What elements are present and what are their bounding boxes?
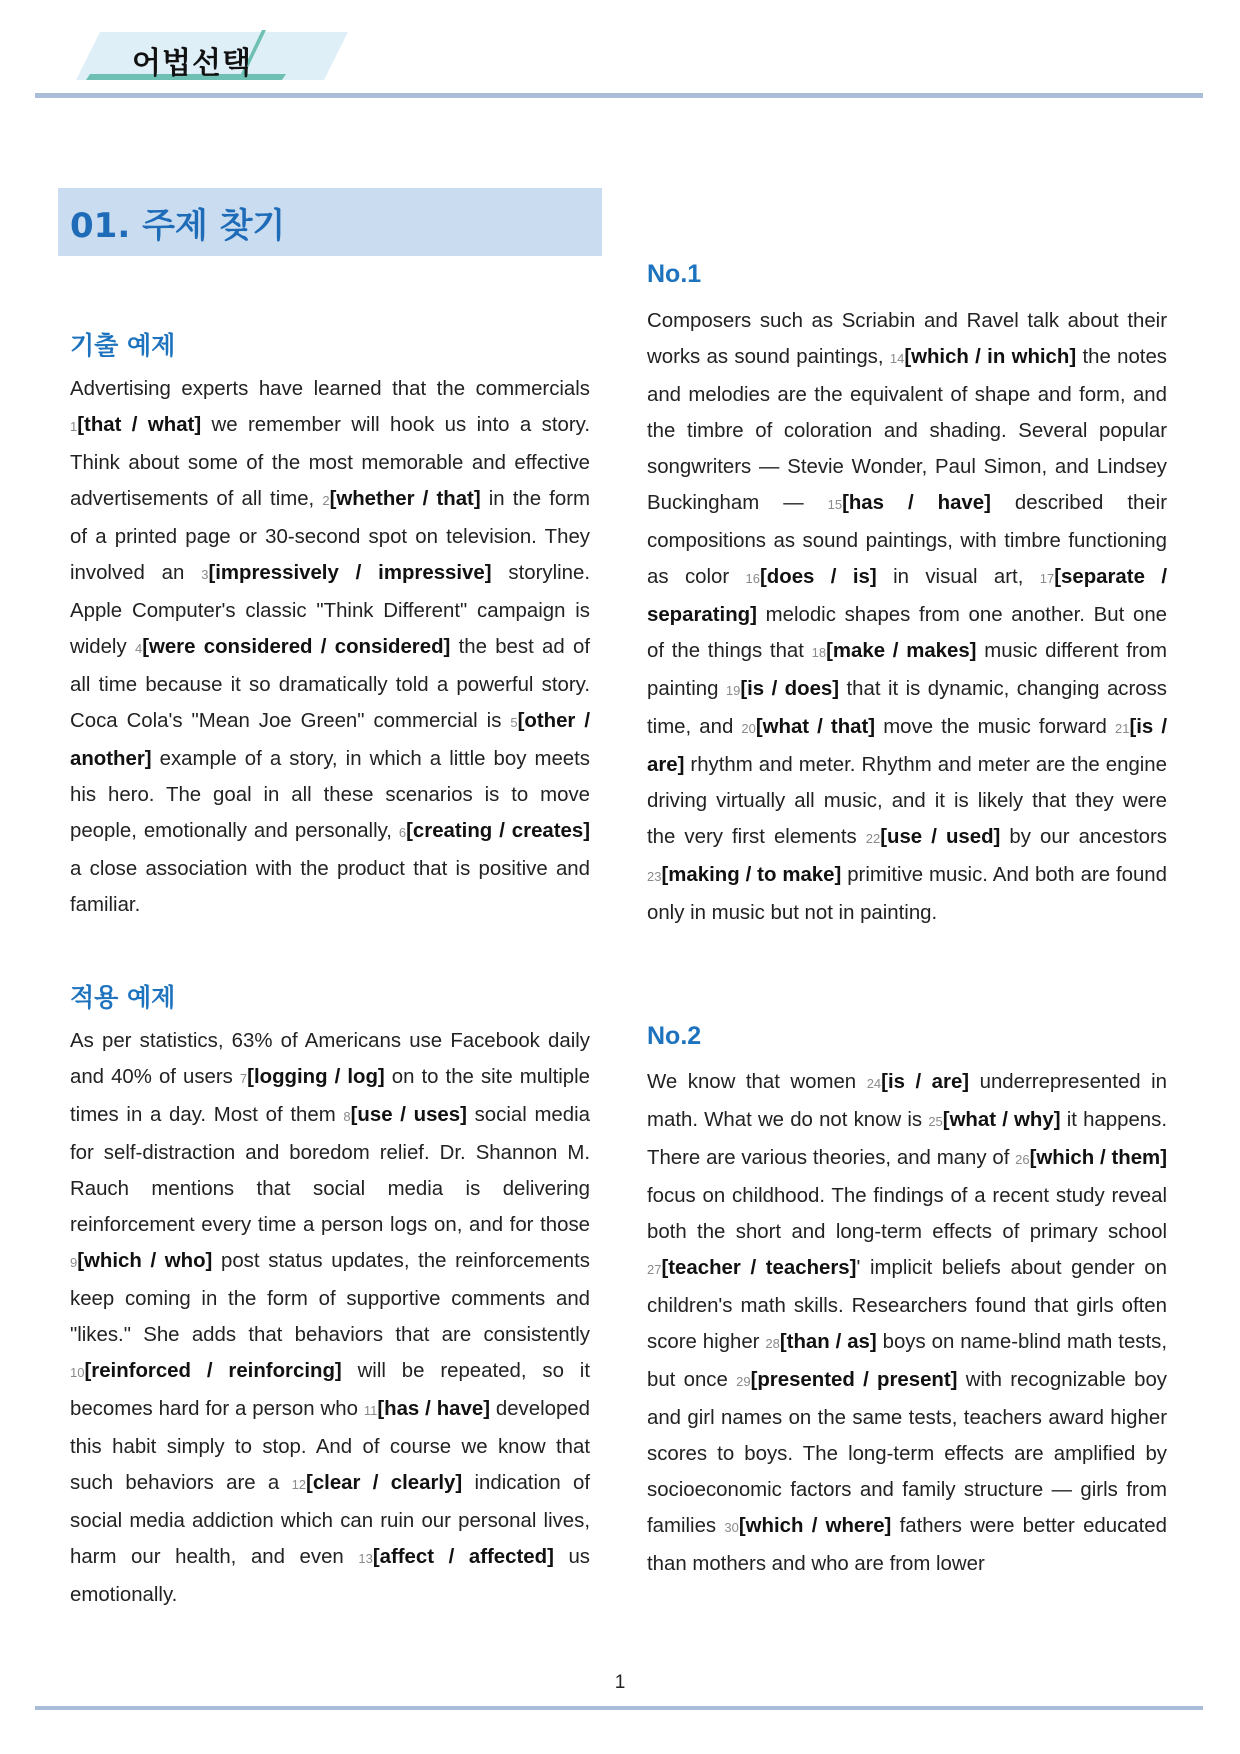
question-number: 18 bbox=[811, 645, 827, 660]
passage-text: social media for self-distraction and boredom relief. Dr. Shannon M. Rauch mentions that social media is delivering reinforcement every time a person logs on, and for those bbox=[70, 1104, 590, 1236]
question-number: 24 bbox=[866, 1076, 882, 1091]
grammar-choice: [what / that] bbox=[755, 716, 876, 738]
passage-text: move the music forward bbox=[875, 716, 1115, 738]
passage-text: will be repeated, so it becomes hard for a person who bbox=[70, 1360, 590, 1420]
grammar-choice: [presented / present] bbox=[750, 1369, 958, 1391]
passage-text: on to the site multiple times in a day. Most of them bbox=[70, 1066, 590, 1126]
left-heading-1: 기출 예제 bbox=[70, 331, 176, 360]
passage-text: in the form of a printed page or 30-second spot on television. They involved an bbox=[70, 488, 590, 584]
grammar-choice: [making / to make] bbox=[661, 864, 842, 886]
passage-text: the best ad of all time because it so dramatically told a powerful story. Coca Cola's "Mean Joe Green" commercial is bbox=[70, 636, 590, 732]
question-number: 12 bbox=[291, 1477, 307, 1492]
grammar-choice: [which / where] bbox=[738, 1515, 892, 1537]
passage-text: by our ancestors bbox=[1000, 826, 1167, 848]
question-number: 17 bbox=[1039, 571, 1055, 586]
grammar-choice: [affect / affected] bbox=[372, 1546, 554, 1568]
left-passage-1 bbox=[70, 371, 590, 923]
grammar-choice: [has / have] bbox=[842, 492, 991, 514]
grammar-choice: [that / what] bbox=[77, 414, 202, 436]
passage-text: described their compositions as sound paintings, with timbre functioning as color bbox=[647, 492, 1167, 588]
grammar-choice: [reinforced / reinforcing] bbox=[84, 1360, 342, 1382]
question-number: 21 bbox=[1114, 721, 1130, 736]
grammar-choice: [is / does] bbox=[740, 678, 840, 700]
grammar-choice: [use / uses] bbox=[350, 1104, 467, 1126]
passage-text: music different from painting bbox=[647, 640, 1167, 700]
grammar-choice: [has / have] bbox=[377, 1398, 490, 1420]
passage-text: fathers were better educated than mothers and who are from lower bbox=[647, 1515, 1167, 1575]
question-number: 16 bbox=[745, 571, 761, 586]
grammar-choice: [impressively / impressive] bbox=[208, 562, 492, 584]
grammar-choice: [logging / log] bbox=[247, 1066, 385, 1088]
question-number: 29 bbox=[736, 1374, 751, 1389]
question-number: 25 bbox=[928, 1114, 943, 1129]
footer-rule bbox=[35, 1706, 1203, 1710]
question-number: 11 bbox=[363, 1403, 378, 1418]
right-passage-1 bbox=[647, 303, 1167, 931]
passage-text: with recognizable boy and girl names on the same tests, teachers award higher scores to boys. The long-term effects are amplified by socioeconomic factors and family structure — girls from families bbox=[647, 1369, 1167, 1537]
question-number: 19 bbox=[725, 683, 741, 698]
passage-text: We know that women bbox=[647, 1071, 867, 1093]
question-number: 7 bbox=[239, 1071, 248, 1086]
grammar-choice: [which / who] bbox=[77, 1250, 213, 1272]
question-number: 14 bbox=[889, 351, 905, 366]
passage-text: underrepresented in math. What we do not know is bbox=[647, 1071, 1167, 1131]
question-number: 2 bbox=[322, 493, 330, 508]
passage-text: us emotionally. bbox=[70, 1546, 591, 1606]
passage-text: that it is dynamic, changing across time, and bbox=[647, 678, 1168, 738]
passage-text: developed this habit simply to stop. And of course we know that such behaviors are a bbox=[70, 1398, 590, 1494]
grammar-choice: [separate / separating] bbox=[647, 566, 1167, 626]
passage-text: the notes and melodies are the equivalent of shape and form, and the timbre of coloration and shading. Several popular songwriters — Stevie Wonder, Paul Simon, and Lindsey Buckingham — bbox=[647, 346, 1167, 514]
passage-text: Advertising experts have learned that the commercials bbox=[70, 378, 590, 400]
passage-text: example of a story, in which a little boy meets his hero. The goal in all these scenarios is to move people, emotionally and personally, bbox=[70, 748, 590, 842]
question-number: 23 bbox=[647, 869, 662, 884]
question-number: 3 bbox=[201, 567, 209, 582]
grammar-choice: [make / makes] bbox=[826, 640, 977, 662]
grammar-choice: [does / is] bbox=[760, 566, 877, 588]
question-number: 13 bbox=[358, 1551, 373, 1566]
passage-text: indication of social media addiction which can ruin our personal lives, harm our health, and even bbox=[70, 1472, 590, 1568]
question-number: 20 bbox=[741, 721, 756, 736]
header-rule bbox=[35, 93, 1203, 98]
grammar-choice: [which / in which] bbox=[904, 346, 1077, 368]
header-title: 어법선택 bbox=[132, 46, 252, 81]
left-heading-2: 적용 예제 bbox=[70, 983, 176, 1012]
passage-text: a close association with the product that is positive and familiar. bbox=[70, 858, 590, 916]
right-heading-1: No.1 bbox=[647, 260, 702, 288]
passage-text: rhythm and meter. Rhythm and meter are the engine driving virtually all music, and it is likely that they were the very first elements bbox=[647, 754, 1167, 848]
grammar-choice: [other / another] bbox=[70, 710, 590, 770]
page-number: 1 bbox=[614, 1672, 626, 1693]
grammar-choice: [use / used] bbox=[880, 826, 1001, 848]
question-number: 9 bbox=[70, 1255, 78, 1270]
passage-text: in visual art, bbox=[876, 566, 1040, 588]
grammar-choice: [whether / that] bbox=[329, 488, 481, 510]
section-title: 01. 주제 찾기 bbox=[70, 206, 286, 246]
grammar-choice: [creating / creates] bbox=[406, 820, 591, 842]
passage-text: it happens. There are various theories, and many of bbox=[647, 1109, 1167, 1169]
question-number: 30 bbox=[724, 1520, 739, 1535]
passage-text: we remember will hook us into a story. Think about some of the most memorable and effective advertisements of all time, bbox=[70, 414, 590, 510]
question-number: 15 bbox=[827, 497, 843, 512]
page-header bbox=[0, 0, 1240, 110]
grammar-choice: [clear / clearly] bbox=[306, 1472, 463, 1494]
passage-text: Composers such as Scriabin and Ravel talk about their works as sound paintings, bbox=[647, 310, 1167, 368]
question-number: 1 bbox=[70, 419, 78, 434]
grammar-choice: [were considered / considered] bbox=[142, 636, 451, 658]
grammar-choice: [which / them] bbox=[1029, 1147, 1167, 1169]
question-number: 26 bbox=[1015, 1152, 1030, 1167]
passage-text: melodic shapes from one another. But one of the things that bbox=[647, 604, 1167, 662]
passage-text: post status updates, the reinforcements keep coming in the form of supportive comments and "likes." She adds that behaviors that are consistently bbox=[70, 1250, 590, 1346]
question-number: 6 bbox=[398, 825, 407, 840]
passage-text: primitive music. And both are found only in music but not in painting. bbox=[647, 864, 1167, 924]
question-number: 10 bbox=[70, 1365, 85, 1380]
grammar-choice: [is / are] bbox=[647, 716, 1167, 776]
question-number: 22 bbox=[865, 831, 881, 846]
question-number: 27 bbox=[647, 1262, 662, 1277]
grammar-choice: [than / as] bbox=[779, 1331, 877, 1353]
passage-text: boys on name-blind math tests, but once bbox=[647, 1331, 1168, 1391]
question-number: 28 bbox=[765, 1336, 780, 1351]
passage-text: storyline. Apple Computer's classic "Think Different" campaign is widely bbox=[70, 562, 590, 658]
left-passage-2 bbox=[70, 1023, 590, 1613]
grammar-choice: [what / why] bbox=[942, 1109, 1061, 1131]
right-passage-2 bbox=[647, 1064, 1167, 1582]
passage-text: focus on childhood. The findings of a recent study reveal both the short and long-term effects of primary school bbox=[647, 1185, 1167, 1243]
question-number: 5 bbox=[510, 715, 518, 730]
question-number: 4 bbox=[134, 641, 143, 656]
passage-text: As per statistics, 63% of Americans use Facebook daily and 40% of users bbox=[70, 1030, 590, 1088]
grammar-choice: [teacher / teachers] bbox=[661, 1257, 857, 1279]
passage-text: ' implicit beliefs about gender on children's math skills. Researchers found that girls often score higher bbox=[647, 1257, 1167, 1353]
right-heading-2: No.2 bbox=[647, 1022, 702, 1050]
grammar-choice: [is / are] bbox=[881, 1071, 970, 1093]
question-number: 8 bbox=[343, 1109, 351, 1124]
